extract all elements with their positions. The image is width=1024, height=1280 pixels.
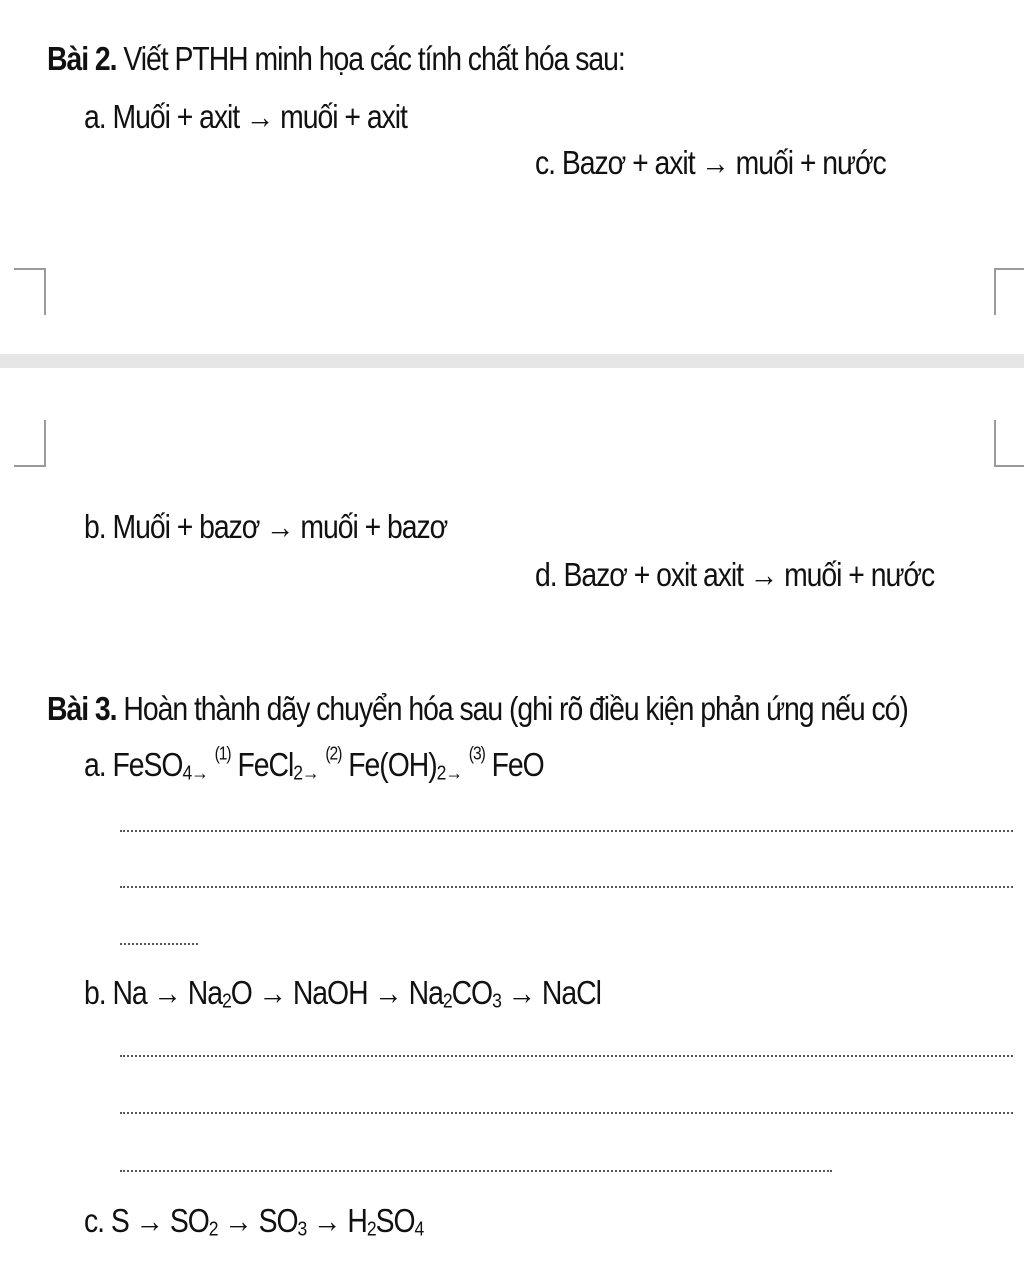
bai3-number: Bài 3. (47, 690, 117, 727)
item-label: c. (84, 1202, 105, 1239)
species-na: Na (112, 974, 147, 1011)
item-text: Muối + bazơ → muối + bazơ (112, 508, 448, 545)
arrow: → (374, 974, 402, 1011)
bai3-item-c (84, 1202, 423, 1240)
page-break-gap (0, 354, 1024, 368)
compound-feo: FeO (491, 746, 544, 783)
bai2-item-c (535, 144, 886, 182)
item-label: d. (535, 556, 557, 593)
step-1: (1) (214, 743, 231, 764)
answer-line (120, 1112, 1013, 1114)
arrow: → (507, 974, 536, 1011)
answer-line (120, 943, 198, 945)
species-s: S (110, 1202, 129, 1239)
item-label: a. (84, 746, 106, 783)
answer-line (120, 1170, 832, 1172)
item-label: b. (84, 974, 106, 1011)
answer-line (120, 1055, 1013, 1057)
bai3-title: Hoàn thành dãy chuyển hóa sau (ghi rõ điều kiện phản ứng nếu có) (116, 690, 908, 727)
answer-line (120, 830, 1013, 832)
arrow: → (258, 974, 286, 1011)
item-label: a. (84, 98, 106, 135)
item-text: Bazơ + axit → muối + nước (561, 144, 886, 181)
step-2: (2) (325, 743, 342, 764)
species-nacl: NaCl (541, 974, 601, 1011)
arrow: → (153, 974, 181, 1011)
item-label: c. (535, 144, 556, 181)
arrow: → (135, 1202, 163, 1239)
step-3: (3) (468, 743, 485, 764)
compound-feoh2: $Fe(OH)_2$ (348, 746, 446, 785)
page-corner-bottom-left (14, 420, 46, 467)
arrow-3: → (445, 761, 462, 785)
compound-feso4: FeSO$_4$ (112, 746, 192, 785)
compound-fecl2: FeCl$_2$ (237, 746, 302, 785)
species-na2o: $Na_2O$ (187, 974, 252, 1013)
species-na2co3: $Na_2CO_3$ (408, 974, 501, 1013)
bai2-item-a (84, 98, 407, 136)
arrow: → (224, 1202, 252, 1239)
bai3-item-a (84, 743, 544, 785)
item-text: Muối + axit → muối + axit (112, 98, 407, 135)
bai2-item-b (84, 508, 447, 546)
bai2-title: Viết PTHH minh họa các tính chất hóa sau: (116, 40, 625, 77)
bai2-item-d (535, 556, 934, 594)
answer-line (120, 886, 1013, 888)
bai3-item-b (84, 974, 601, 1012)
arrow: → (313, 1202, 341, 1239)
page-corner-top-left (14, 268, 46, 315)
species-h2so4: $H_2SO_4$ (347, 1202, 424, 1241)
bai3-heading (47, 690, 908, 728)
arrow-2: → (301, 761, 319, 785)
item-label: b. (84, 508, 106, 545)
bai2-number: Bài 2. (47, 40, 117, 77)
species-so3: $SO_3$ (258, 1202, 307, 1241)
arrow-1: → (191, 761, 208, 785)
page-corner-bottom-right (994, 420, 1024, 467)
bai2-heading (47, 40, 625, 78)
page-corner-top-right (994, 268, 1024, 315)
species-so2: $SO_2$ (169, 1202, 218, 1241)
item-text: Bazơ + oxit axit → muối + nước (563, 556, 935, 593)
species-naoh: NaOH (292, 974, 368, 1011)
